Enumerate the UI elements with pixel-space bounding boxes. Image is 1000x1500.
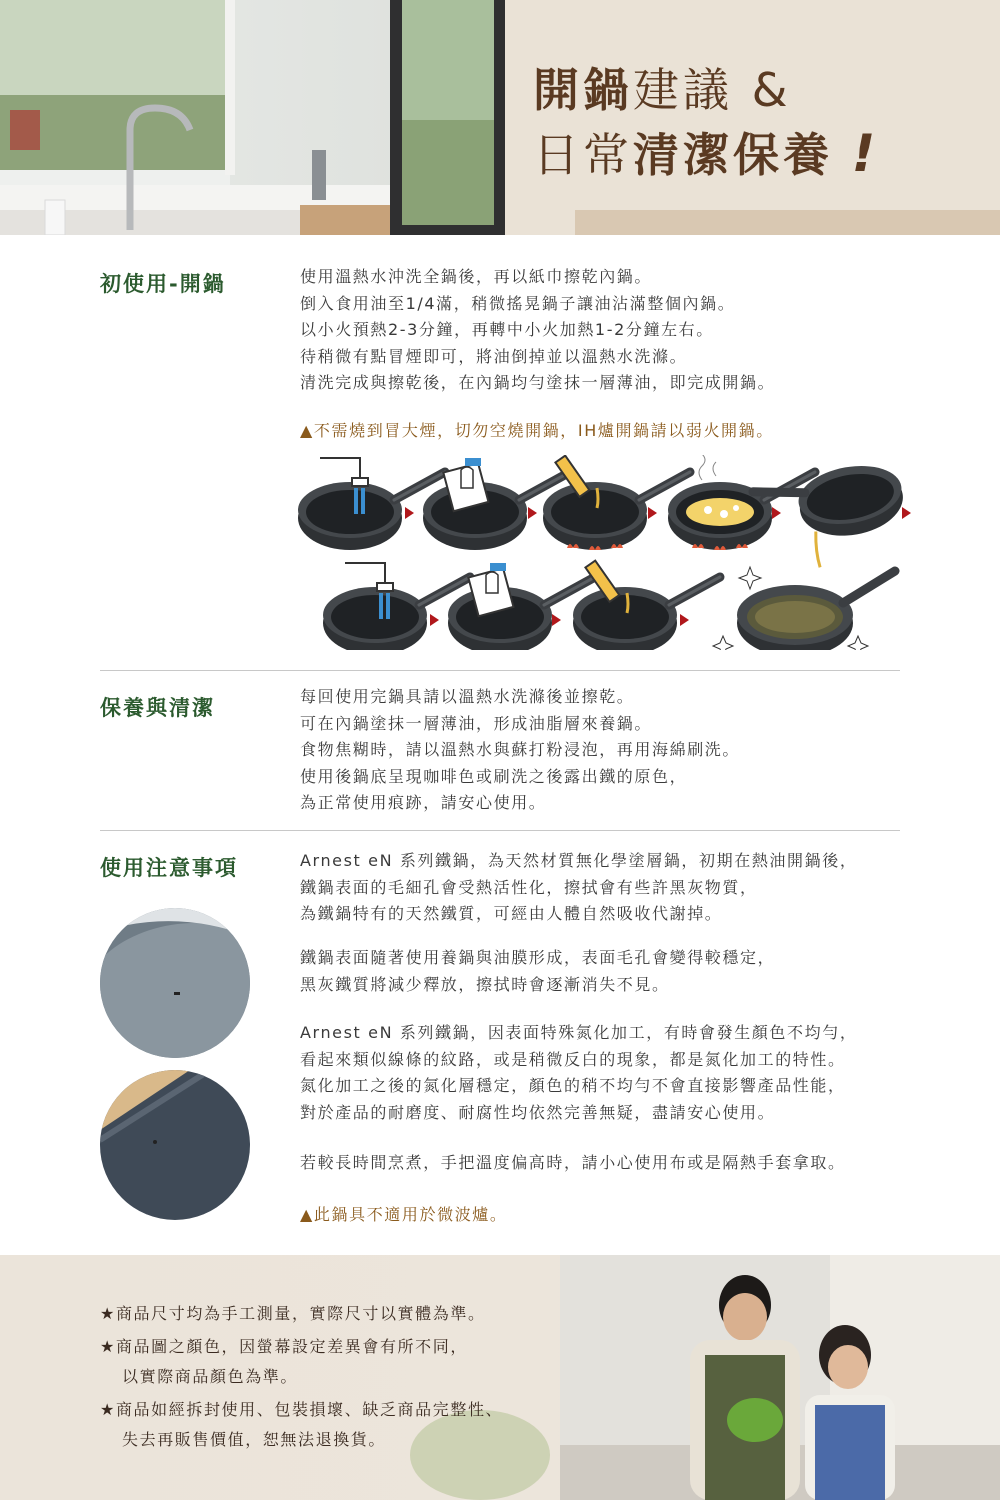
notes-line: 看起來類似線條的紋路，或是稍微反白的現象，都是氮化加工的特性。 xyxy=(300,1049,846,1069)
microwave-warning: ▲此鍋具不適用於微波爐。 xyxy=(300,1205,508,1224)
seasoning-instructions xyxy=(300,264,775,397)
notes-line: 氮化加工之後的氮化層穩定，顏色的稍不均勻不會直接影響產品性能， xyxy=(300,1076,846,1095)
hero-title-bold-1: 開鍋 xyxy=(533,63,633,117)
care-line: 食物焦糊時，請以溫熱水與蘇打粉浸泡，再用海綿刷洗。 xyxy=(300,740,741,759)
notes-line: 黑灰鐵質將減少釋放，擦拭時會逐漸消失不見。 xyxy=(300,974,670,994)
notes-line: Arnest eN 系列鐵鍋，為天然材質無化學塗層鍋，初期在熱油開鍋後， xyxy=(300,851,858,870)
hero-title-rest-1: 建議 & xyxy=(633,63,792,117)
seasoning-line: 清洗完成與擦乾後，在內鍋均勻塗抹一層薄油，即完成開鍋。 xyxy=(300,373,776,392)
notes-paragraph-2 xyxy=(300,945,775,998)
care-line: 可在內鍋塗抹一層薄油，形成油脂層來養鍋。 xyxy=(300,713,653,733)
hero-title-exclamation: ! xyxy=(851,124,880,184)
hero-title xyxy=(533,58,879,187)
notes-line: 鐵鍋表面的毛細孔會受熱活性化，擦拭會有些許黑灰物質， xyxy=(300,877,758,897)
hero-title-plain-2: 日常 xyxy=(533,128,633,182)
care-section-title: 保養與清潔 xyxy=(100,696,215,720)
footer-banner xyxy=(0,1255,1000,1500)
seasoning-line: 使用溫熱水沖洗全鍋後，再以紙巾擦乾內鍋。 xyxy=(300,267,653,286)
seasoning-steps-illustration xyxy=(290,455,930,650)
seasoning-line: 待稍微有點冒煙即可，將油倒掉並以溫熱水洗滌。 xyxy=(300,346,688,366)
pan-surface-closeup-photo xyxy=(100,1070,250,1220)
notes-section-title: 使用注意事項 xyxy=(100,856,238,880)
notes-paragraph-3 xyxy=(300,1020,857,1126)
care-line: 使用後鍋底呈現咖啡色或刷洗之後露出鐵的原色， xyxy=(300,766,688,786)
hero-title-bold-2: 清潔保養 xyxy=(633,128,833,182)
footer-note-2: ★商品圖之顏色，因螢幕設定差異會有所不同， xyxy=(100,1337,468,1356)
footer-note-3: ★商品如經拆封使用、包裝損壞、缺乏商品完整性、 xyxy=(100,1400,504,1419)
footer-note-3-cont: 失去再販售價值，恕無法退換貨。 xyxy=(122,1430,387,1449)
notes-line: 對於產品的耐磨度、耐腐性均依然完善無疑，盡請安心使用。 xyxy=(300,1102,776,1122)
footer-note-2-cont: 以實際商品顏色為準。 xyxy=(122,1367,299,1386)
seasoning-warning: ▲不需燒到冒大煙，切勿空燒開鍋，IH爐開鍋請以弱火開鍋。 xyxy=(300,421,774,440)
section-divider xyxy=(100,670,900,671)
hero-banner xyxy=(0,0,1000,235)
pan-surface-photo xyxy=(100,908,250,1058)
notes-line: 為鐵鍋特有的天然鐵質，可經由人體自然吸收代謝掉。 xyxy=(300,904,723,923)
notes-paragraph-1 xyxy=(300,848,857,928)
section-divider xyxy=(100,830,900,831)
care-instructions xyxy=(300,684,740,817)
care-line: 為正常使用痕跡，請安心使用。 xyxy=(300,793,547,812)
seasoning-line: 以小火預熱2-3分鐘，再轉中小火加熱1-2分鐘左右。 xyxy=(300,320,714,339)
notes-line: 鐵鍋表面隨著使用養鍋與油膜形成，表面毛孔會變得較穩定， xyxy=(300,948,776,967)
seasoning-section-title: 初使用-開鍋 xyxy=(100,272,226,296)
care-line: 每回使用完鍋具請以溫熱水洗滌後並擦乾。 xyxy=(300,687,635,706)
footer-note-1: ★商品尺寸均為手工測量，實際尺寸以實體為準。 xyxy=(100,1304,486,1323)
notes-line: Arnest eN 系列鐵鍋，因表面特殊氮化加工，有時會發生顏色不均勻， xyxy=(300,1023,858,1042)
notes-paragraph-4: 若較長時間烹煮，手把溫度偏高時，請小心使用布或是隔熱手套拿取。 xyxy=(300,1153,846,1172)
seasoning-line: 倒入食用油至1/4滿，稍微搖晃鍋子讓油沾滿整個內鍋。 xyxy=(300,293,736,313)
